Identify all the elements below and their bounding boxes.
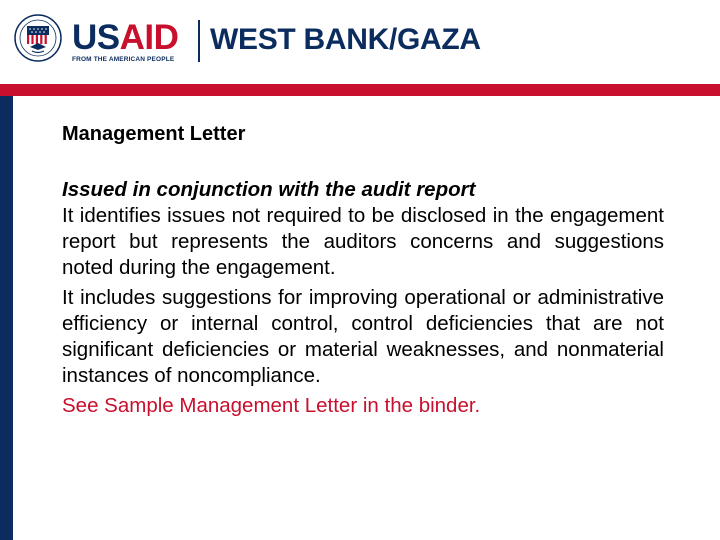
slide-header [0, 0, 720, 84]
paragraph-engagement-issues: It identifies issues not required to be disclosed in the engagement report but represents the auditors concerns and suggestions noted during the engagement. [62, 204, 664, 279]
usaid-tagline: FROM THE AMERICAN PEOPLE [72, 56, 175, 63]
slide-title: Management Letter [62, 123, 246, 145]
left-accent-bar [0, 96, 13, 540]
slide-body [62, 122, 664, 419]
usaid-logo-us: US [72, 18, 120, 57]
paragraph-suggestions: It includes suggestions for improving operational or administrative efficiency or internal control, control deficiencies that are not significant deficiencies or material weaknesses, and nonmaterial instances of noncompliance. [62, 286, 664, 387]
sample-letter-note: See Sample Management Letter in the binder. [62, 394, 481, 417]
usaid-seal-icon [14, 14, 62, 62]
slide-subtitle: Issued in conjunction with the audit report [62, 178, 476, 201]
logo-divider [198, 20, 200, 62]
usaid-logo-aid: AID [119, 18, 179, 57]
usaid-logo-wordmark [72, 19, 178, 57]
mission-name: WEST BANK/GAZA [210, 23, 481, 56]
header-accent-bar [0, 84, 720, 96]
